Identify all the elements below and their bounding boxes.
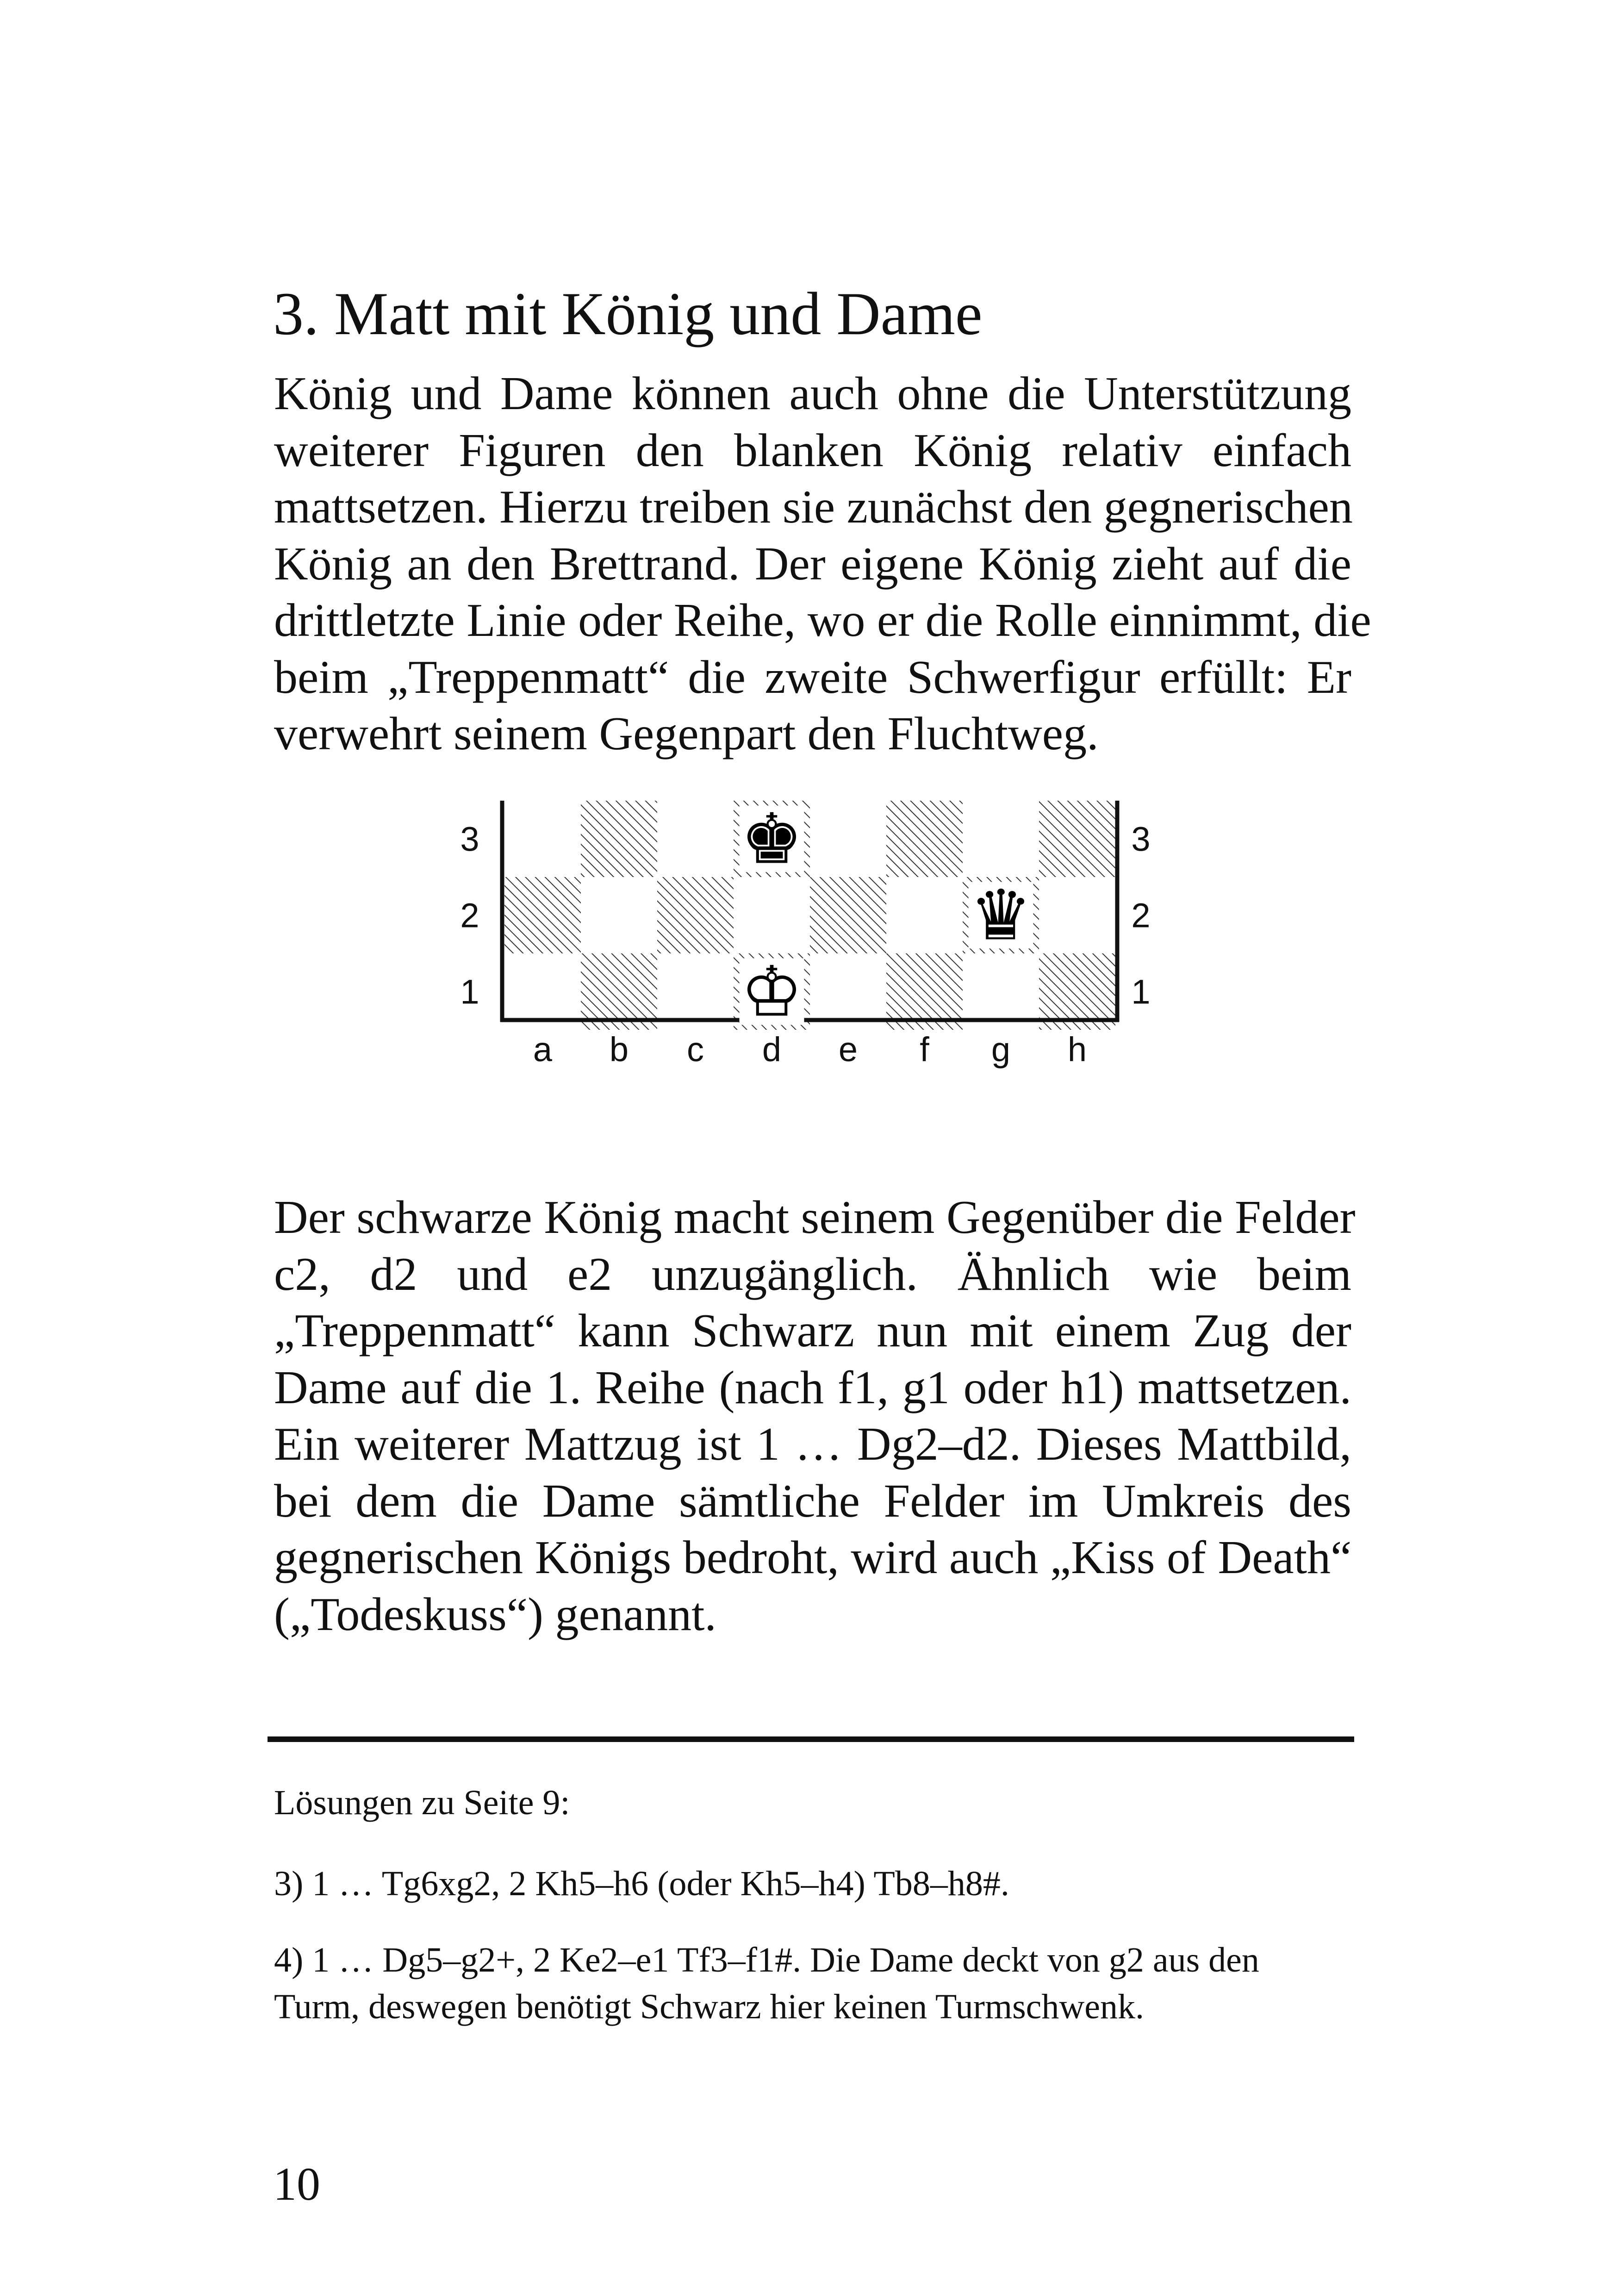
file-label: e: [838, 1030, 858, 1069]
text-line: („Todeskuss“) genannt.: [274, 1588, 716, 1641]
text-line: König und Dame können auch ohne die Unterstützung: [274, 367, 1351, 420]
chess-diagram: [444, 787, 1157, 1101]
square-h2: [1039, 877, 1115, 953]
black-queen-icon: ♛: [970, 875, 1032, 956]
text-line: weiterer Figuren den blanken König relativ einfach: [274, 424, 1351, 477]
text-line: „Treppenmatt“ kann Schwarz nun mit einem Zug der: [274, 1305, 1351, 1357]
text-line: Dame auf die 1. Reihe (nach f1, g1 oder h1) mattsetzen.: [274, 1361, 1351, 1414]
black-king-icon: ♚: [741, 799, 803, 880]
square-f2: [886, 877, 963, 953]
file-label: d: [762, 1030, 782, 1069]
text-line: c2, d2 und e2 unzugänglich. Ähnlich wie beim: [274, 1248, 1351, 1300]
file-label: b: [609, 1030, 629, 1069]
text-line: Der schwarze König macht seinem Gegenüber die Felder: [274, 1191, 1356, 1244]
file-label: g: [991, 1030, 1011, 1069]
square-a3: [504, 801, 581, 877]
text-line: beim „Treppenmatt“ die zweite Schwerfigur erfüllt: Er: [274, 651, 1351, 703]
file-label: f: [920, 1030, 929, 1069]
rank-label-left: 1: [460, 972, 479, 1011]
text-line: mattsetzen. Hierzu treiben sie zunächst den gegnerischen: [274, 481, 1353, 533]
rank-label-left: 3: [460, 820, 479, 859]
section-title: 3. Matt mit König und Dame: [273, 280, 983, 348]
solution-item-3: 3) 1 … Tg6xg2, 2 Kh5–h6 (oder Kh5–h4) Tb8–h8#.: [274, 1864, 1009, 1903]
square-g3: [963, 801, 1039, 877]
square-f3: [886, 801, 963, 877]
text-line: Ein weiterer Mattzug ist 1 … Dg2–d2. Dieses Mattbild,: [274, 1418, 1351, 1470]
rank-label-left: 2: [460, 896, 479, 935]
rank-label-right: 3: [1131, 820, 1151, 859]
page-number: 10: [273, 2158, 320, 2210]
solution-item-4: [274, 1937, 1352, 2030]
rank-label-right: 2: [1131, 896, 1151, 935]
square-c2: [657, 877, 734, 953]
square-b2: [581, 877, 657, 953]
square-d2: [734, 877, 810, 953]
file-label: a: [533, 1030, 553, 1069]
explanation-paragraph: [274, 1189, 1356, 1643]
text-line: König an den Brettrand. Der eigene König zieht auf die: [274, 537, 1351, 590]
solutions-heading: Lösungen zu Seite 9:: [274, 1783, 570, 1822]
square-a2: [504, 877, 581, 953]
rank-label-right: 1: [1131, 972, 1151, 1011]
section-divider: [268, 1736, 1354, 1742]
square-e2: [810, 877, 886, 953]
file-label: c: [687, 1030, 704, 1069]
square-c3: [657, 801, 734, 877]
text-line: 4) 1 … Dg5–g2+, 2 Ke2–e1 Tf3–f1#. Die Dame deckt von g2 aus den: [274, 1941, 1259, 1979]
text-line: bei dem die Dame sämtliche Felder im Umkreis des: [274, 1475, 1351, 1527]
intro-paragraph: [274, 366, 1371, 763]
text-line: gegnerischen Königs bedroht, wird auch „Kiss of Death“: [274, 1531, 1352, 1584]
square-b3: [581, 801, 657, 877]
square-e3: [810, 801, 886, 877]
file-label: h: [1067, 1030, 1087, 1069]
text-line: verwehrt seinem Gegenpart den Fluchtweg.: [274, 708, 1099, 760]
text-line: drittletzte Linie oder Reihe, wo er die Rolle einnimmt, die: [274, 594, 1371, 647]
white-king-icon: ♔: [741, 952, 803, 1033]
square-h3: [1039, 801, 1115, 877]
text-line: Turm, deswegen benötigt Schwarz hier keinen Turmschwenk.: [274, 1987, 1145, 2026]
